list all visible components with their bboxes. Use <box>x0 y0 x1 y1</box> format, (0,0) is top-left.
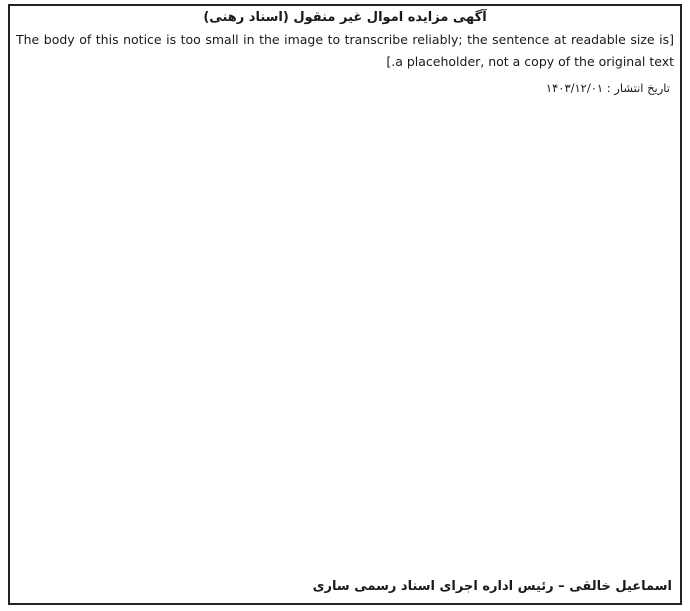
notice-frame <box>8 4 682 605</box>
publication-date-line <box>16 81 670 95</box>
publication-date-value: ۱۴۰۳/۱۲/۰۱ <box>545 81 604 95</box>
notice-title: آگهی مزایده اموال غیر منقول (اسناد رهنی) <box>203 10 487 25</box>
publication-date-label: تاریخ انتشار : <box>606 81 670 95</box>
notice-body: [The body of this notice is too small in the image to transcribe reliably; the sentence at readable size is a placeholder, not a copy of the original text.] <box>16 32 674 69</box>
signature-line: اسماعیل خالقی – رئیس اداره اجرای اسناد رسمی ساری <box>312 579 672 594</box>
